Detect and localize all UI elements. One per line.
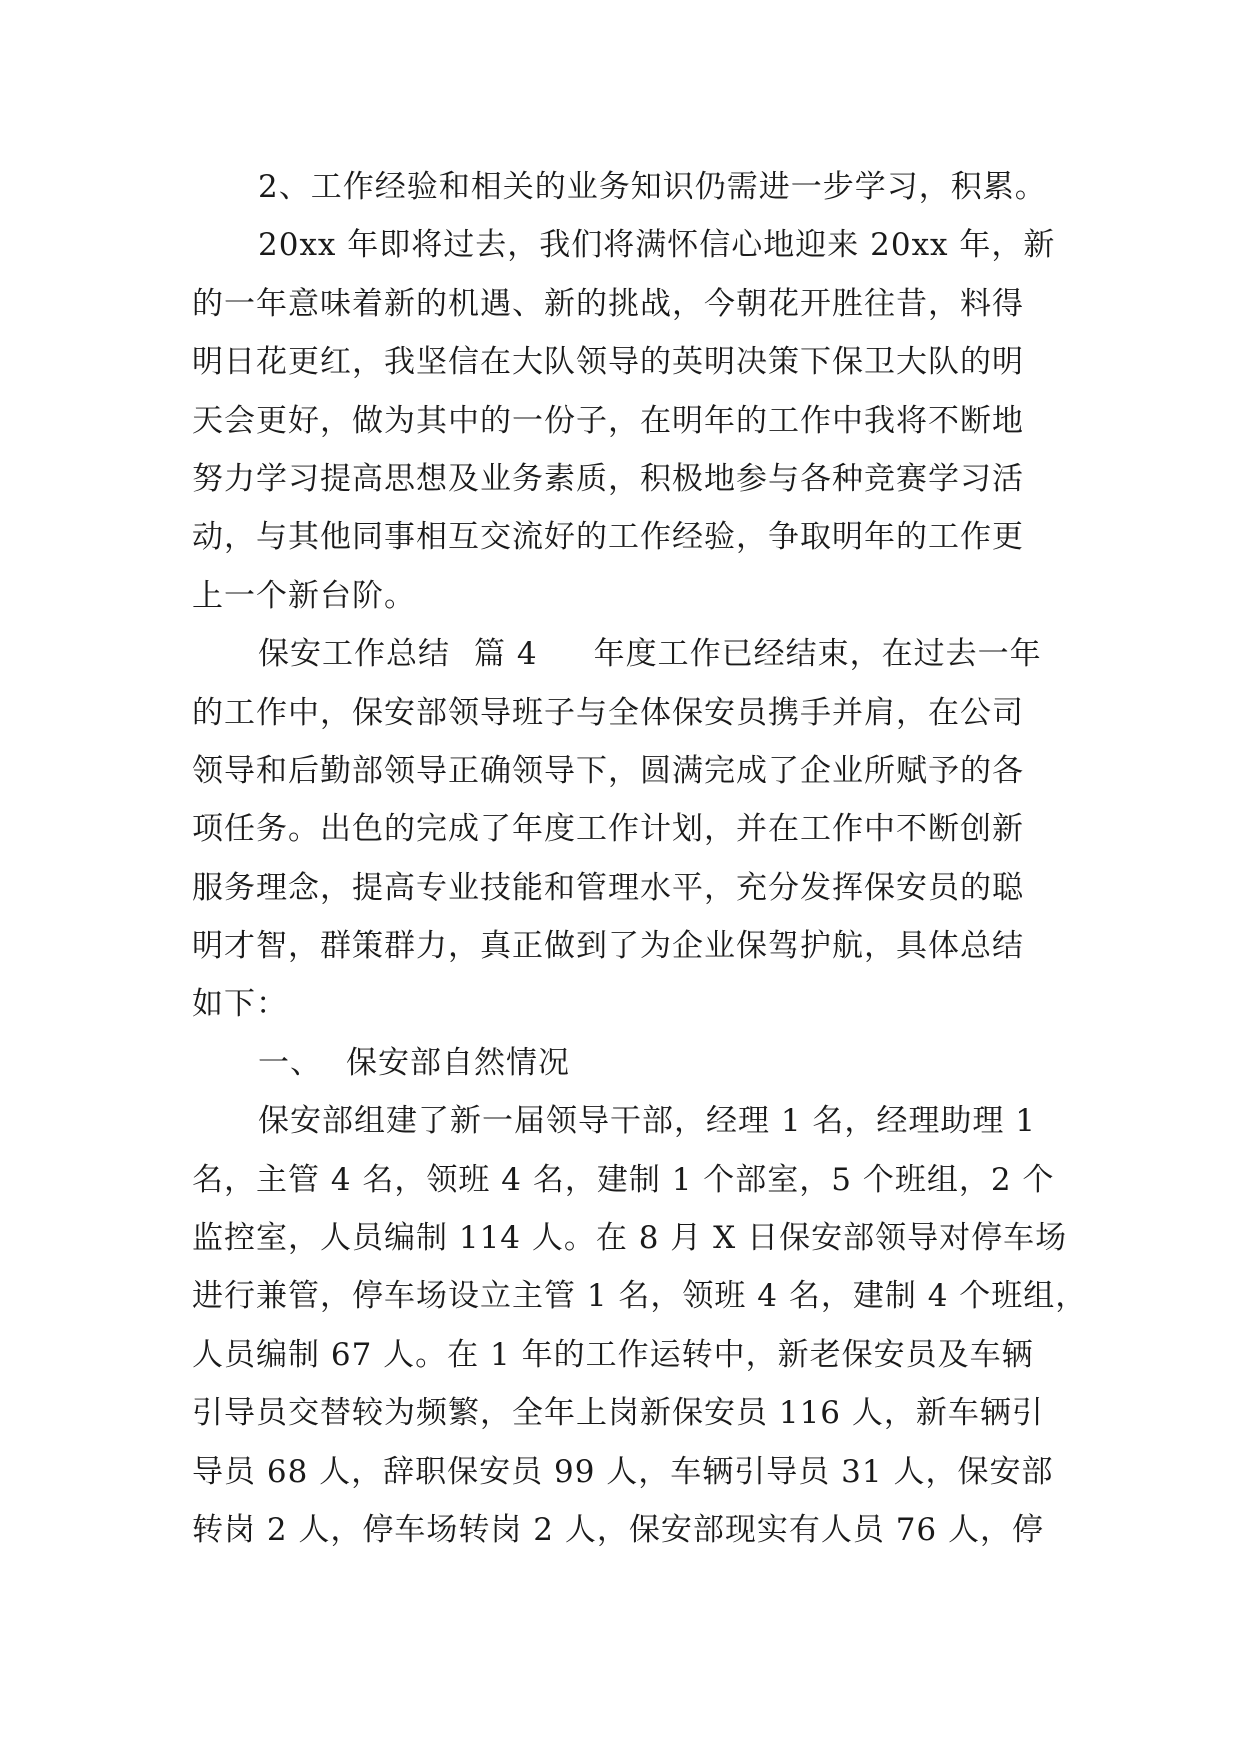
staff-line-3: 监控室，人员编制 114 人。在 8 月 X 日保安部领导对停车场 — [192, 1220, 1068, 1257]
heading-natural-situation — [192, 1034, 1058, 1092]
heading-marker: 一、 — [258, 1044, 322, 1081]
staff-line-2: 名，主管 4 名，领班 4 名，建制 1 个部室，5 个班组，2 个 — [192, 1161, 1055, 1198]
section4-line-3: 领导和后勤部领导正确领导下，圆满完成了企业所赋予的各 — [192, 752, 1024, 789]
section4-line-6: 明才智，群策群力，真正做到了为企业保驾护航，具体总结 — [192, 928, 1024, 965]
section4-line-2: 的工作中，保安部领导班子与全体保安员携手并肩，在公司 — [192, 694, 1024, 731]
document-body — [192, 158, 1088, 1559]
outlook-line-1: 20xx 年即将过去，我们将满怀信心地迎来 20xx 年，新 — [258, 227, 1056, 264]
section4-number: 篇 4 — [474, 636, 538, 673]
section4-line-5: 服务理念，提高专业技能和管理水平，充分发挥保安员的聪 — [192, 869, 1024, 906]
item-2-line: 2、工作经验和相关的业务知识仍需进一步学习，积累。 — [258, 169, 1047, 205]
staff-line-7: 导员 68 人，辞职保安员 99 人，车辆引导员 31 人，保安部 — [192, 1453, 1054, 1490]
outlook-line-2: 的一年意味着新的机遇、新的挑战，今朝花开胜往昔，料得 — [192, 285, 1024, 322]
staff-line-4: 进行兼管，停车场设立主管 1 名，领班 4 名，建制 4 个班组， — [192, 1278, 1088, 1315]
staff-line-5: 人员编制 67 人。在 1 年的工作运转中，新老保安员及车辆 — [192, 1336, 1034, 1373]
outlook-line-4: 天会更好，做为其中的一份子，在明年的工作中我将不断地 — [192, 402, 1024, 439]
outlook-line-7: 上一个新台阶。 — [192, 577, 416, 614]
section4-first-line-rest: 年度工作已经结束，在过去一年 — [593, 636, 1042, 673]
section4-line-4: 项任务。出色的完成了年度工作计划，并在工作中不断创新 — [192, 811, 1024, 848]
outlook-line-6: 动，与其他同事相互交流好的工作经验，争取明年的工作更 — [192, 519, 1024, 556]
heading-text: 保安部自然情况 — [346, 1044, 570, 1081]
section4-line-7: 如下： — [192, 986, 288, 1023]
staff-line-6: 引导员交替较为频繁，全年上岗新保安员 116 人，新车辆引 — [192, 1395, 1044, 1432]
staff-line-1: 保安部组建了新一届领导干部，经理 1 名，经理助理 1 — [258, 1103, 1037, 1140]
section4-title: 保安工作总结 — [258, 636, 450, 673]
section4-first-line — [192, 625, 1058, 683]
staff-line-8: 转岗 2 人，停车场转岗 2 人，保安部现实有人员 76 人，停 — [192, 1511, 1045, 1548]
outlook-line-5: 努力学习提高思想及业务素质，积极地参与各种竞赛学习活 — [192, 460, 1024, 497]
outlook-line-3: 明日花更红，我坚信在大队领导的英明决策下保卫大队的明 — [192, 344, 1024, 381]
